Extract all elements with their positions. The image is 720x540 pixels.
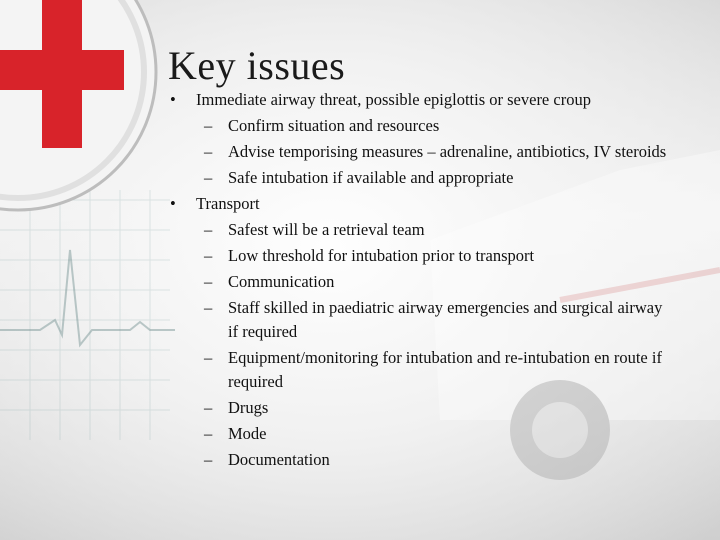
sub-bullet-text: Documentation [228, 450, 330, 469]
sub-bullet-item [168, 396, 668, 420]
sub-bullet-item [168, 296, 668, 344]
bullet-item [168, 88, 668, 112]
bullet-marker: • [170, 194, 176, 213]
sub-bullet-text: Low threshold for intubation prior to transport [228, 246, 535, 265]
sub-bullet-marker: – [204, 298, 213, 317]
sub-bullet-text: Drugs [228, 398, 269, 417]
sub-bullet-text: Safe intubation if available and appropriate [228, 168, 514, 187]
sub-bullet-text: Mode [228, 424, 267, 443]
bullet-list [168, 86, 668, 472]
bullet-text: Immediate airway threat, possible epiglottis or severe croup [196, 90, 591, 109]
sub-bullet-marker: – [204, 220, 213, 239]
sub-bullet-text: Advise temporising measures – adrenaline, antibiotics, IV steroids [228, 142, 667, 161]
sub-bullet-text: Staff skilled in paediatric airway emergencies and surgical airway if required [228, 298, 663, 341]
sub-bullet-marker: – [204, 272, 213, 291]
sub-bullet-marker: – [204, 168, 213, 187]
bullet-marker: • [170, 90, 176, 109]
sub-bullet-text: Equipment/monitoring for intubation and re-intubation en route if required [228, 348, 662, 391]
sub-bullet-item [168, 244, 668, 268]
sub-bullet-item [168, 270, 668, 294]
sub-bullet-marker: – [204, 246, 213, 265]
sub-bullet-marker: – [204, 398, 213, 417]
sub-bullet-text: Communication [228, 272, 335, 291]
sub-bullet-item [168, 140, 668, 164]
red-cross-logo [0, 0, 156, 210]
sub-bullet-item [168, 422, 668, 446]
sub-bullet-item [168, 218, 668, 242]
ecg-grid [0, 190, 170, 440]
sub-bullet-text: Confirm situation and resources [228, 116, 440, 135]
sub-bullet-item [168, 346, 668, 394]
bullet-text: Transport [196, 194, 260, 213]
sub-bullet-item [168, 166, 668, 190]
ecg-trace [0, 250, 175, 345]
bullet-item [168, 192, 668, 216]
sub-bullet-item [168, 114, 668, 138]
sub-bullet-marker: – [204, 348, 213, 367]
sub-bullet-item [168, 448, 668, 472]
sub-bullet-marker: – [204, 450, 213, 469]
slide-title: Key issues [168, 43, 346, 88]
sub-bullet-text: Safest will be a retrieval team [228, 220, 425, 239]
sub-bullet-marker: – [204, 116, 213, 135]
sub-bullet-marker: – [204, 424, 213, 443]
sub-bullet-marker: – [204, 142, 213, 161]
